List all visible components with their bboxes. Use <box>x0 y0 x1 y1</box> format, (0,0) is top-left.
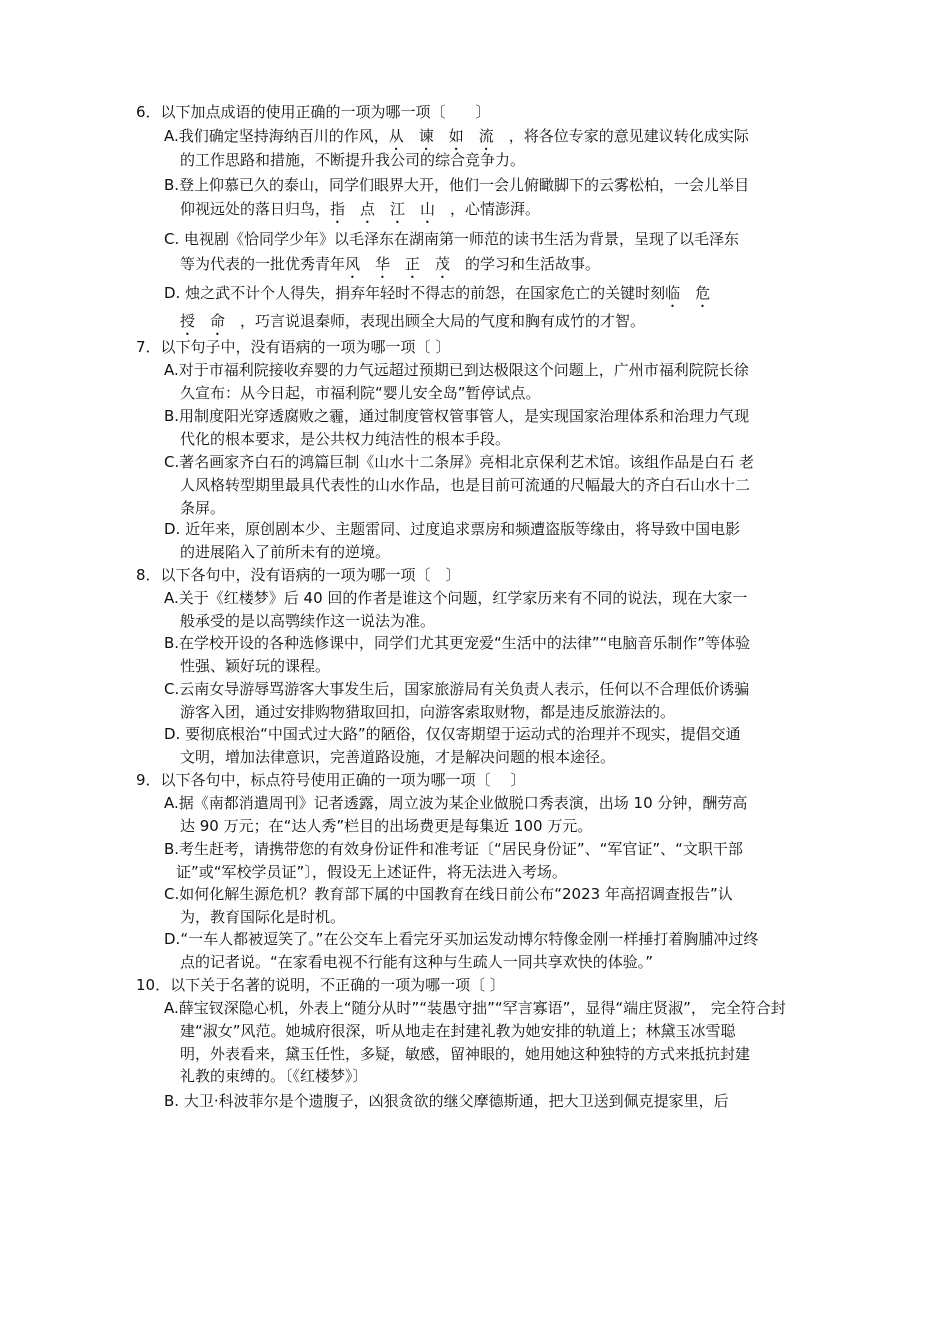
question-9-option-c-line-1: C.如何化解生源危机？教育部下属的中国教育在线日前公布“2023 年高招调查报告”认 <box>164 885 733 903</box>
question-8-option-c-line-1: C.云南女导游辱骂游客大事发生后，国家旅游局有关负责人表示，任何以不合理低价诱骗 <box>164 680 750 698</box>
question-10-option-a-line-3: 明，外表看来，黛玉任性，多疑，敏感，留神眼的，她用她这种独特的方式来抵抗封建 <box>180 1045 751 1063</box>
question-7-option-c-line-3: 条屏。 <box>180 499 226 517</box>
question-10-option-b-line-1: B. 大卫·科波菲尔是个遗腹子，凶狠贪欲的继父摩德斯通，把大卫送到佩克提家里，后 <box>164 1092 729 1110</box>
question-8-option-c-line-2: 游客入团，通过安排购物猎取回扣，向游客索取财物，都是违反旅游法的。 <box>180 703 676 721</box>
question-7-option-a-line-2: 久宣布：从今日起，市福利院“婴儿安全岛”暂停试点。 <box>180 384 541 402</box>
question-6-option-a-line-2: 的工作思路和措施，不断提升我公司的综合竞争力。 <box>180 151 526 169</box>
question-9-option-d-line-1: D.“一车人都被逗笑了。”在公交车上看完牙买加运发动博尔特像金刚一样捶打着胸脯冲过终 <box>164 930 759 948</box>
question-7-option-c-line-1: C.著名画家齐白石的鸿篇巨制《山水十二条屏》亮相北京保利艺术馆。该组作品是白石 老 <box>164 453 755 471</box>
question-9-option-d-line-2: 点的记者说。“在家看电视不行能有这种与生疏人一同共享欢快的体验。” <box>180 953 654 971</box>
question-8-stem: 8．以下各句中，没有语病的一项为哪一项〔 〕 <box>136 566 461 584</box>
question-10-option-a-line-4: 礼教的束缚的。〔《红楼梦》〕 <box>180 1067 368 1085</box>
question-8-option-d-line-1: D. 要彻底根治“中国式过大路”的陋俗，仅仅寄期望于运动式的治理并不现实，提倡交通 <box>164 725 741 743</box>
emphasized-idiom: 指 点 江 山 <box>330 200 451 218</box>
question-10-option-a-line-2: 建“淑女”风范。她城府很深，听从地走在封建礼教为她安排的轨道上；林黛玉冰雪聪 <box>180 1022 736 1040</box>
question-6-stem: 6．以下加点成语的使用正确的一项为哪一项〔 〕 <box>136 103 491 121</box>
emphasized-idiom: 风 华 正 茂 <box>345 255 466 273</box>
question-6-option-a-line-1: A.我们确定坚持海纳百川的作风，从 谏 如 流 ，将各位专家的意见建议转化成实际 <box>164 127 749 145</box>
question-7-option-b-line-2: 代化的根本要求，是公共权力纯洁性的根本手段。 <box>180 430 511 448</box>
question-6-option-b-line-1: B.登上仰慕已久的泰山，同学们眼界大开，他们一会儿俯瞰脚下的云雾松柏，一会儿举目 <box>164 176 750 194</box>
question-9-option-c-line-2: 为，教育国际化是时机。 <box>180 908 346 926</box>
question-8-option-a-line-2: 般承受的是以高鹗续作这一说法为准。 <box>180 612 436 630</box>
question-6-option-c-line-2: 等为代表的一批优秀青年风 华 正 茂 的学习和生活故事。 <box>180 255 601 273</box>
question-10-stem: 10．以下关于名著的说明，不正确的一项为哪一项〔 〕 <box>136 976 505 994</box>
question-8-option-d-line-2: 文明，增加法律意识，完善道路设施，才是解决问题的根本途径。 <box>180 748 616 766</box>
question-7-option-c-line-2: 人风格转型期里最具代表性的山水作品，也是目前可流通的尺幅最大的齐白石山水十二 <box>180 476 751 494</box>
question-8-option-b-line-1: B.在学校开设的各种选修课中，同学们尤其更宠爱“生活中的法律”“电脑音乐制作”等体验 <box>164 634 751 652</box>
question-6-option-d-line-1: D. 烛之武不计个人得失，捐弃年轻时不得志的前怨，在国家危亡的关键时刻临 危 <box>164 284 711 302</box>
emphasized-idiom: 从 谏 如 流 <box>388 127 509 145</box>
question-7-option-d-line-1: D. 近年来，原创剧本少、主题雷同、过度追求票房和频遭盗版等缘由，将导致中国电影 <box>164 520 741 538</box>
question-7-option-b-line-1: B.用制度阳光穿透腐败之霾，通过制度管权管事管人，是实现国家治理体系和治理力气现 <box>164 407 750 425</box>
question-10-option-a-line-1: A.薛宝钗深隐心机，外表上“随分从时”“装愚守拙”“罕言寡语”，显得“端庄贤淑”， 完全符合封 <box>164 999 786 1017</box>
emphasized-idiom: 授 命 <box>180 312 241 330</box>
question-9-option-a-line-1: A.据《南都消遣周刊》记者透露，周立波为某企业做脱口秀表演，出场 10 分钟，酬劳高 <box>164 794 748 812</box>
question-9-option-b-line-2: 证”或“军校学员证”〕，假设无上述证件，将无法进入考场。 <box>176 863 567 881</box>
question-6-option-c-line-1: C. 电视剧《恰同学少年》以毛泽东在湖南第一师范的读书生活为背景，呈现了以毛泽东 <box>164 230 740 248</box>
question-6-option-b-line-2: 仰视远处的落日归鸟，指 点 江 山 ，心情澎湃。 <box>180 200 541 218</box>
question-9-option-b-line-1: B.考生赶考，请携带您的有效身份证件和准考证〔“居民身份证”、“军官证”、“文职干部 <box>164 840 743 858</box>
question-9-stem: 9．以下各句中，标点符号使用正确的一项为哪一项〔 〕 <box>136 771 526 789</box>
emphasized-idiom: 临 危 <box>665 284 711 302</box>
question-8-option-b-line-2: 性强、颖好玩的课程。 <box>180 657 331 675</box>
question-7-option-a-line-1: A.对于市福利院接收弃婴的力气远超过预期已到达极限这个问题上，广州市福利院院长徐 <box>164 361 749 379</box>
question-8-option-a-line-1: A.关于《红楼梦》后 40 回的作者是谁这个问题，红学家历来有不同的说法，现在大家一 <box>164 589 748 607</box>
question-6-option-d-line-2: 授 命 ，巧言说退秦师，表现出顾全大局的气度和胸有成竹的才智。 <box>180 312 646 330</box>
question-7-stem: 7．以下句子中，没有语病的一项为哪一项〔 〕 <box>136 338 451 356</box>
question-9-option-a-line-2: 达 90 万元；在“达人秀”栏目的出场费更是每集近 100 万元。 <box>180 817 593 835</box>
question-7-option-d-line-2: 的进展陷入了前所未有的逆境。 <box>180 543 391 561</box>
